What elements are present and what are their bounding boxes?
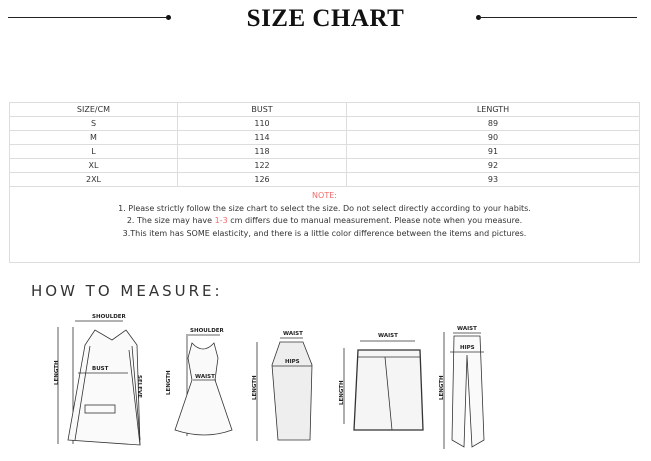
dress-illustration — [166, 328, 232, 436]
header-size: SIZE/CM — [10, 103, 178, 117]
cell-bust: 114 — [178, 131, 347, 145]
note-line-2-end: cm differs due to manual measurement. Please note when you measure. — [227, 216, 523, 225]
page-title: SIZE CHART — [246, 5, 405, 32]
waist-label: WAIST — [283, 331, 303, 337]
cell-length: 90 — [347, 131, 640, 145]
cell-length: 89 — [347, 117, 640, 131]
length-label: LENGTH — [252, 375, 258, 400]
skirt-illustration — [252, 331, 312, 441]
shoulder-label: SHOULDER — [190, 328, 224, 334]
length-label: LENGTH — [54, 360, 60, 385]
shoulder-label: SHOULDER — [92, 314, 126, 320]
table-row — [10, 145, 640, 159]
how-to-measure-heading: HOW TO MEASURE: — [31, 282, 223, 300]
length-label: LENGTH — [339, 380, 345, 405]
size-table — [9, 102, 640, 263]
pants-illustration — [439, 326, 484, 449]
note-line-2-start: 2. The size may have — [126, 216, 215, 225]
table-row — [10, 131, 640, 145]
measure-illustrations — [0, 290, 651, 461]
note-line-2-highlight: 1-3 — [214, 216, 228, 225]
table-row — [10, 117, 640, 131]
note-line-2 — [10, 215, 639, 228]
length-label: LENGTH — [166, 370, 172, 395]
table-header-row — [10, 103, 640, 117]
cell-size: XL — [10, 159, 178, 173]
cell-length: 93 — [347, 173, 640, 187]
cell-bust: 122 — [178, 159, 347, 173]
cell-length: 91 — [347, 145, 640, 159]
header-bust: BUST — [178, 103, 347, 117]
cell-size: S — [10, 117, 178, 131]
note-line-1: 1. Please strictly follow the size chart to select the size. Do not select directly according to your habits. — [118, 203, 531, 213]
table-row — [10, 159, 640, 173]
waist-label: WAIST — [195, 374, 215, 380]
notes-cell — [10, 187, 640, 263]
length-label: LENGTH — [439, 375, 445, 400]
notes-row — [10, 187, 640, 263]
table-row — [10, 173, 640, 187]
cell-size: 2XL — [10, 173, 178, 187]
note-heading: NOTE: — [312, 191, 337, 200]
waist-label: WAIST — [457, 326, 477, 332]
note-line-3: 3.This item has SOME elasticity, and there is a little color difference between the items and pictures. — [122, 228, 527, 238]
cell-bust: 118 — [178, 145, 347, 159]
header-length: LENGTH — [347, 103, 640, 117]
cell-bust: 110 — [178, 117, 347, 131]
title-rule-right — [478, 17, 637, 18]
waist-label: WAIST — [378, 333, 398, 339]
cell-bust: 126 — [178, 173, 347, 187]
hips-label: HIPS — [460, 345, 475, 351]
shorts-illustration — [339, 333, 423, 430]
cell-size: M — [10, 131, 178, 145]
cell-size: L — [10, 145, 178, 159]
cell-length: 92 — [347, 159, 640, 173]
bust-label: BUST — [92, 366, 109, 372]
sleeve-label: SELEVE — [136, 375, 142, 398]
jacket-illustration — [54, 314, 142, 445]
hips-label: HIPS — [285, 359, 300, 365]
